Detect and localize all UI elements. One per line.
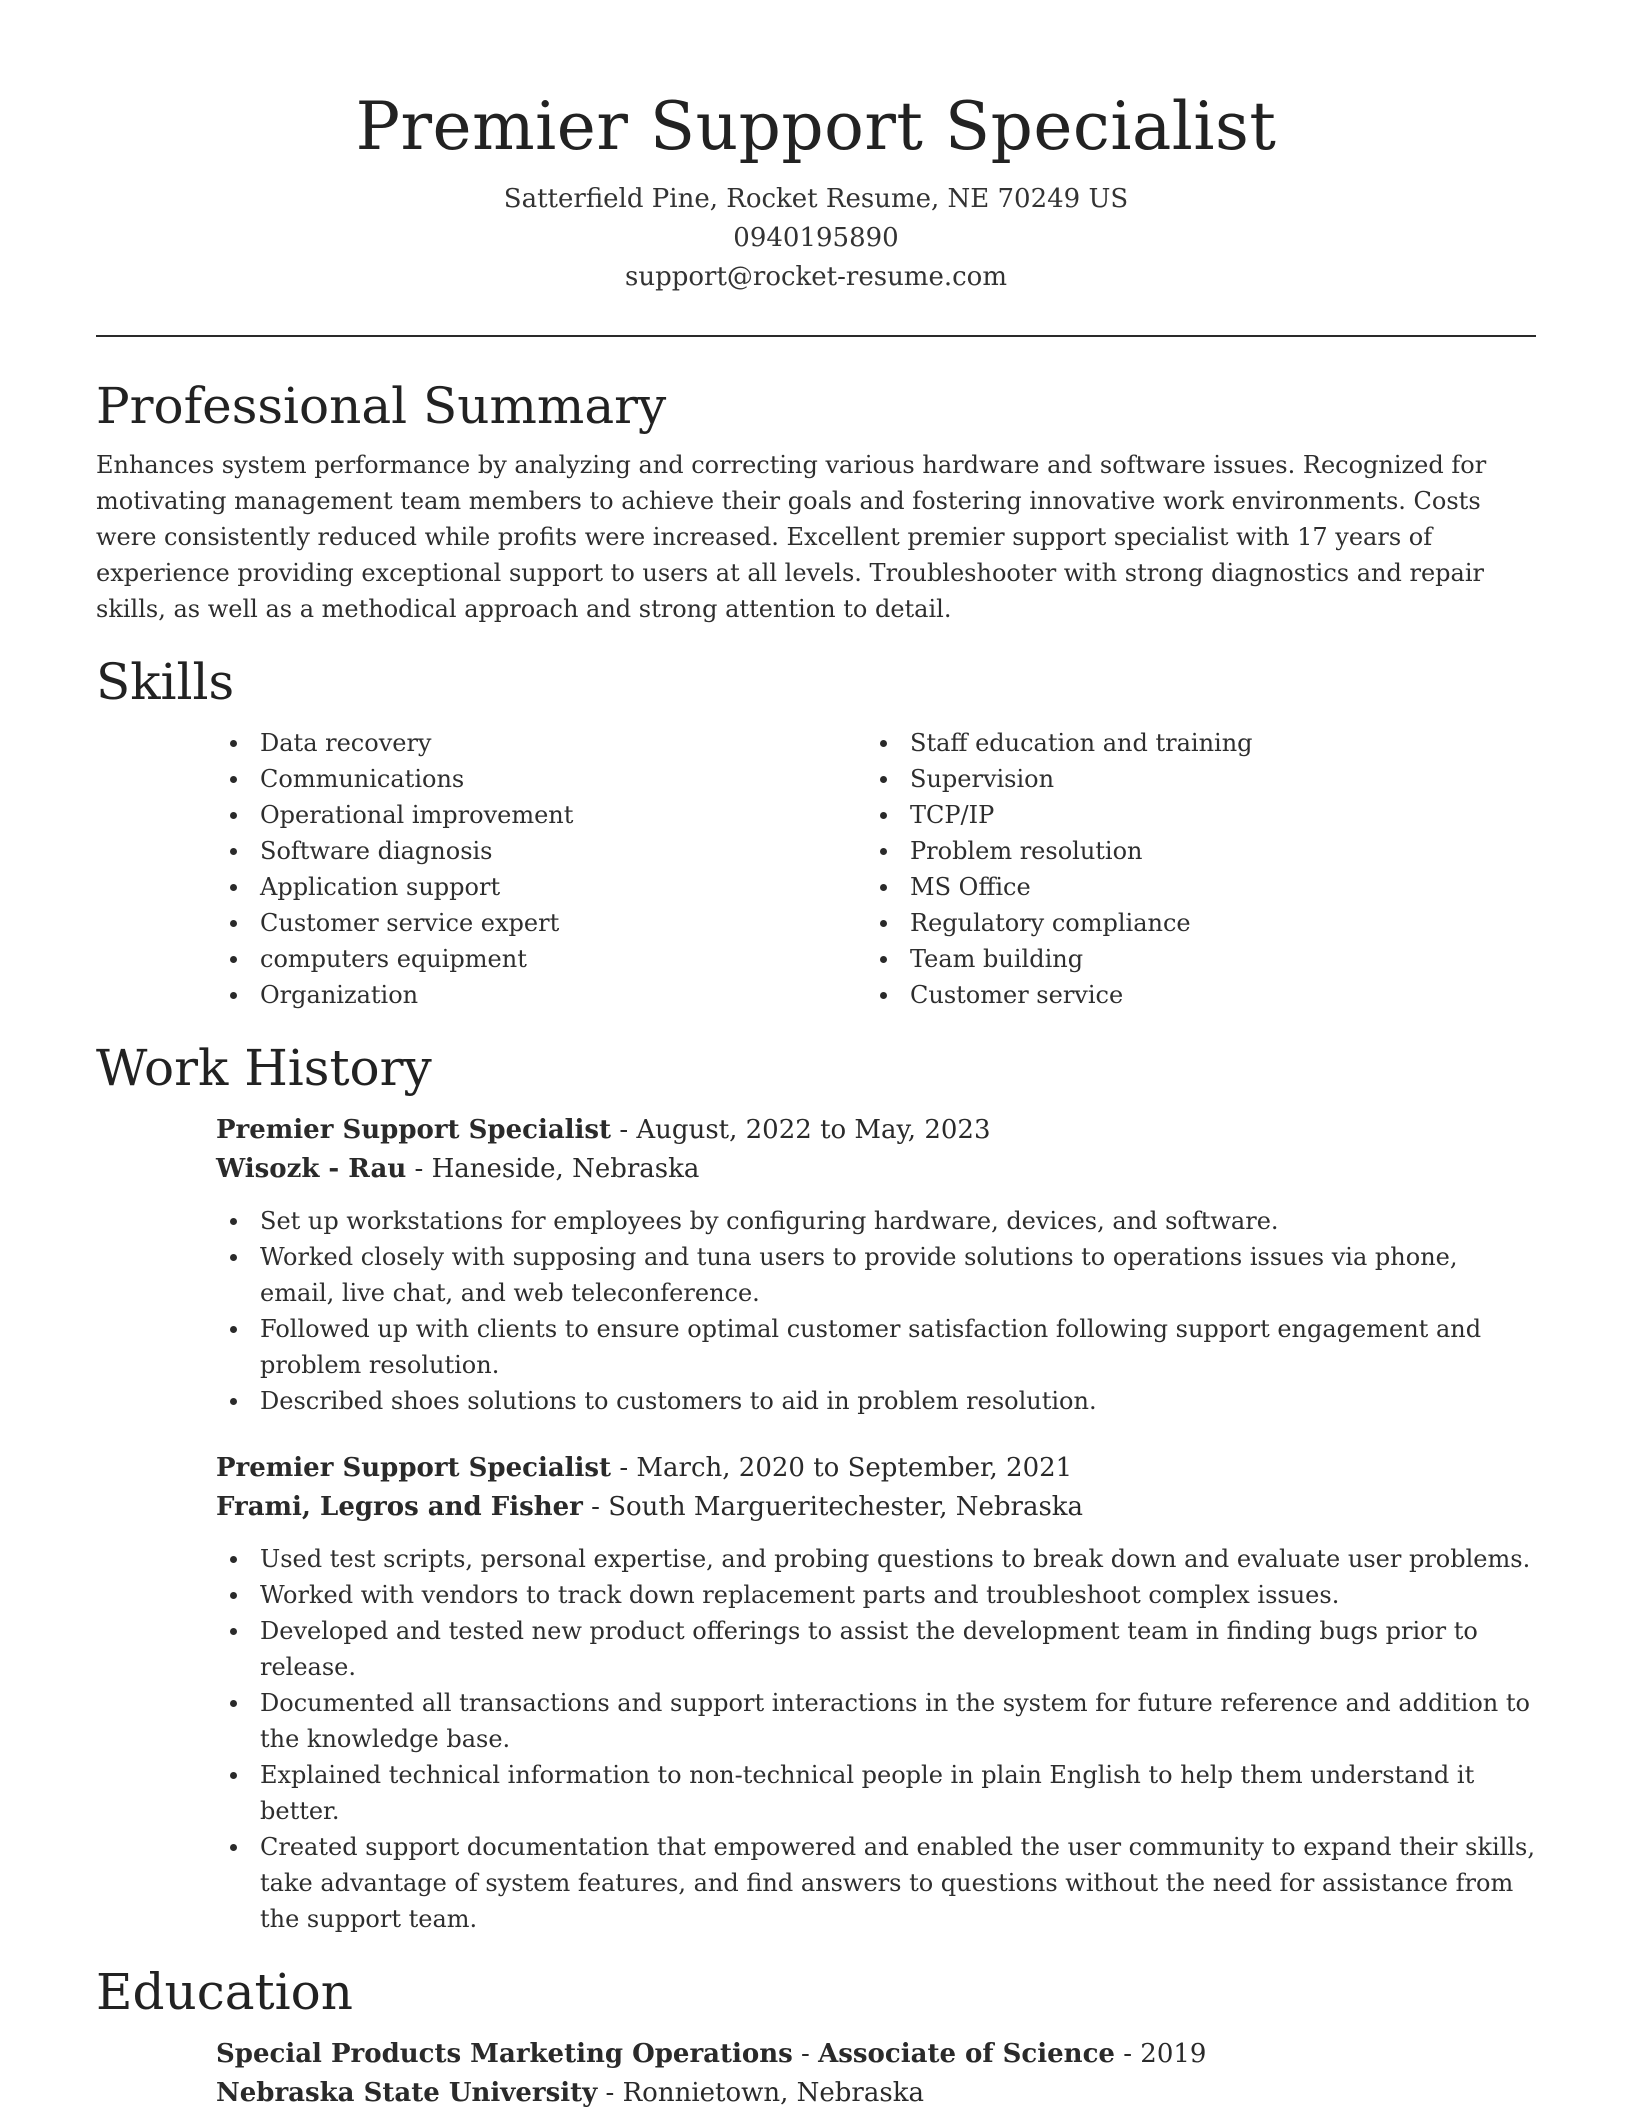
- education-school: Nebraska State University: [216, 2078, 598, 2108]
- education-school-line: [216, 2074, 1536, 2113]
- education-year: 2019: [1140, 2039, 1207, 2069]
- education-location: Ronnietown, Nebraska: [622, 2078, 924, 2108]
- phone-number: 0940195890: [733, 223, 899, 253]
- job-company-line: [216, 1150, 1536, 1189]
- job-role: Premier Support Specialist: [216, 1115, 612, 1145]
- list-item: TCP/IP: [866, 797, 1516, 833]
- list-item: Worked closely with supposing and tuna users to provide solutions to operations issues via phone, email, live chat, and web teleconference.: [216, 1239, 1536, 1311]
- job-location: South Margueritechester, Nebraska: [608, 1492, 1084, 1522]
- address: Satterfield Pine, Rocket Resume, NE 70249 US: [503, 184, 1129, 214]
- list-item: Explained technical information to non-technical people in plain English to help them understand it better.: [216, 1757, 1536, 1829]
- list-item: Staff education and training: [866, 725, 1516, 761]
- list-item: Organization: [216, 977, 866, 1013]
- job-company: Frami, Legros and Fisher: [216, 1492, 583, 1522]
- education-entry: [216, 2035, 1536, 2113]
- separator: -: [582, 1492, 609, 1522]
- job-title-line: [216, 1111, 1536, 1150]
- education-degree: Associate of Science: [818, 2039, 1115, 2069]
- resume-page: [96, 0, 1536, 2113]
- separator: -: [792, 2039, 819, 2069]
- list-item: Created support documentation that empowered and enabled the user community to expand their skills, take advantage of system features, and find answers to questions without the need for assistance from the support team.: [216, 1829, 1536, 1937]
- list-item: Supervision: [866, 761, 1516, 797]
- list-item: Described shoes solutions to customers to aid in problem resolution.: [216, 1383, 1536, 1419]
- list-item: Customer service expert: [216, 905, 866, 941]
- education-program: Special Products Marketing Operations: [216, 2039, 793, 2069]
- separator: -: [406, 1154, 432, 1184]
- education-program-line: [216, 2035, 1536, 2074]
- resume-header: [96, 0, 1536, 297]
- list-item: Developed and tested new product offerings to assist the development team in finding bugs prior to release.: [216, 1613, 1536, 1685]
- list-item: Operational improvement: [216, 797, 866, 833]
- list-item: computers equipment: [216, 941, 866, 977]
- separator: -: [611, 1115, 637, 1145]
- list-item: Team building: [866, 941, 1516, 977]
- contact-info: [96, 180, 1536, 297]
- education-section: [96, 1957, 1536, 2113]
- job-entry: [216, 1449, 1536, 1937]
- skills-section: [96, 647, 1536, 1013]
- list-item: Set up workstations for employees by configuring hardware, devices, and software.: [216, 1203, 1536, 1239]
- summary-section: [96, 371, 1536, 627]
- skills-list-right: [866, 725, 1516, 1013]
- list-item: Followed up with clients to ensure optimal customer satisfaction following support engagement and problem resolution.: [216, 1311, 1536, 1383]
- skills-list-left: [216, 725, 866, 1013]
- list-item: Software diagnosis: [216, 833, 866, 869]
- job-bullets: [216, 1203, 1536, 1419]
- list-item: MS Office: [866, 869, 1516, 905]
- list-item: Documented all transactions and support interactions in the system for future reference and addition to the knowledge base.: [216, 1685, 1536, 1757]
- job-dates: August, 2022 to May, 2023: [636, 1115, 991, 1145]
- page-title: Premier Support Specialist: [355, 88, 1277, 165]
- summary-text: Enhances system performance by analyzing and correcting various hardware and software issues. Recognized for motivating management team members to achieve their goals and fostering innovative work environments. Costs were consistently reduced while profits were increased. Excellent premier support specialist with 17 years of experience providing exceptional support to users at all levels. Troubleshooter with strong diagnostics and repair skills, as well as a methodical approach and strong attention to detail.: [96, 451, 1487, 623]
- email-address: support@rocket-resume.com: [624, 262, 1007, 292]
- job-role: Premier Support Specialist: [216, 1453, 612, 1483]
- list-item: Problem resolution: [866, 833, 1516, 869]
- separator: -: [611, 1453, 637, 1483]
- section-title-education: Education: [96, 1963, 353, 2021]
- list-item: Used test scripts, personal expertise, and probing questions to break down and evaluate user problems.: [216, 1541, 1536, 1577]
- job-dates: March, 2020 to September, 2021: [636, 1453, 1073, 1483]
- list-item: Communications: [216, 761, 866, 797]
- job-company-line: [216, 1488, 1536, 1527]
- job-title-line: [216, 1449, 1536, 1488]
- skills-lists: [216, 725, 1536, 1013]
- work-history-section: [96, 1033, 1536, 1937]
- job-location: Haneside, Nebraska: [431, 1154, 700, 1184]
- list-item: Regulatory compliance: [866, 905, 1516, 941]
- header-divider: [96, 335, 1536, 337]
- list-item: Application support: [216, 869, 866, 905]
- job-entry: [216, 1111, 1536, 1419]
- list-item: Worked with vendors to track down replacement parts and troubleshoot complex issues.: [216, 1577, 1536, 1613]
- section-title-work-history: Work History: [96, 1039, 432, 1097]
- separator: -: [597, 2078, 623, 2108]
- separator: -: [1114, 2039, 1141, 2069]
- section-title-skills: Skills: [96, 653, 235, 711]
- job-company: Wisozk - Rau: [216, 1154, 407, 1184]
- list-item: Customer service: [866, 977, 1516, 1013]
- list-item: Data recovery: [216, 725, 866, 761]
- section-title-summary: Professional Summary: [96, 377, 667, 435]
- job-bullets: [216, 1541, 1536, 1937]
